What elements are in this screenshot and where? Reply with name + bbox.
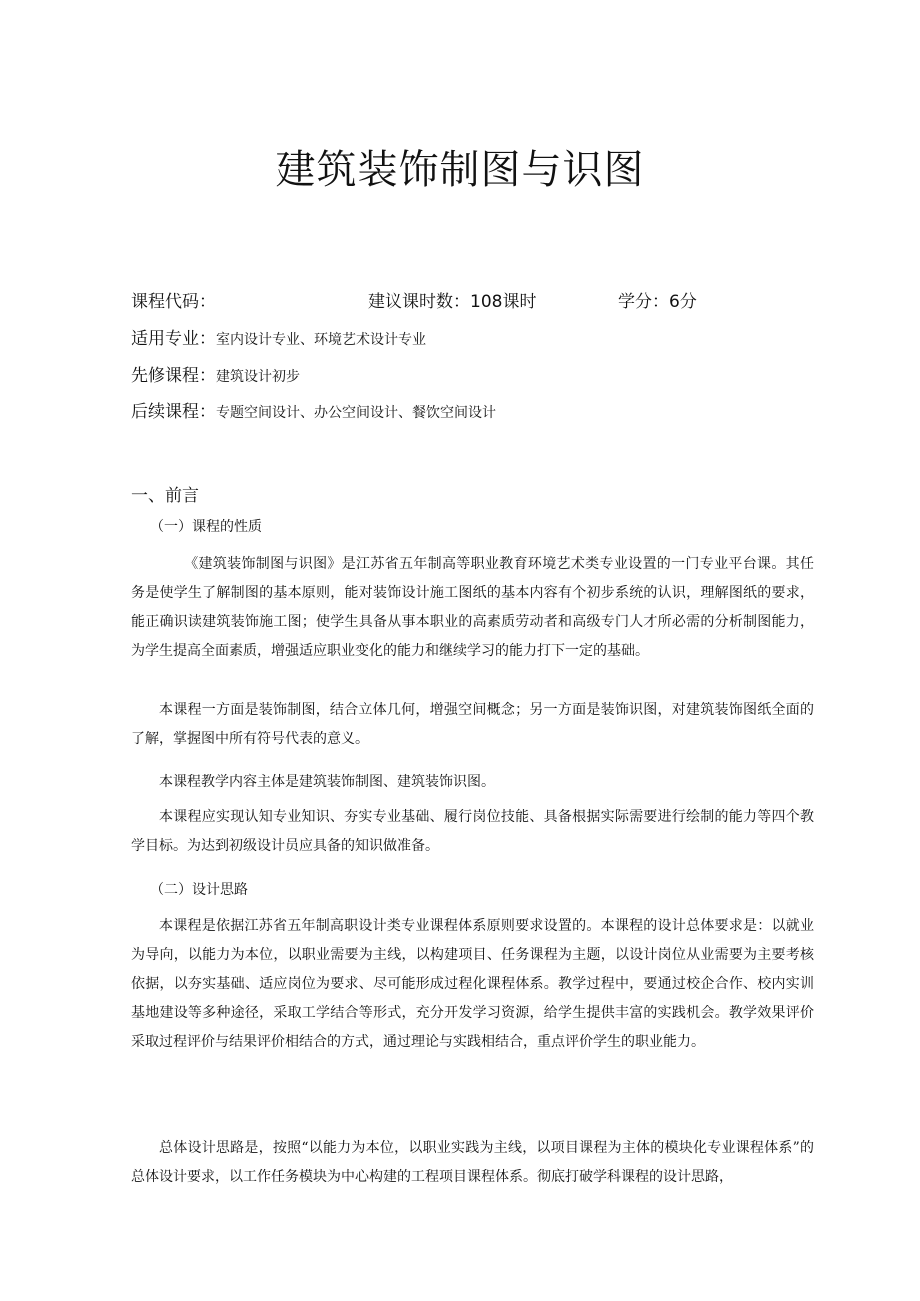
major-value: 室内设计专业、环境艺术设计专业 — [216, 332, 426, 348]
hours-label: 建议课时数：108课时 — [368, 292, 537, 312]
credit-label: 学分：6分 — [618, 292, 697, 312]
meta-row-prereq — [131, 361, 300, 386]
paragraph: 本课程是依据江苏省五年制高职设计类专业课程体系原则要求设置的。本课程的设计总体要求是：以就业为导向，以能力为本位，以职业需要为主线，以构建项目、任务课程为主题，以设计岗位从业需要为主要考核依据，以夯实基础、适应岗位为要求、尽可能形成过程化课程体系。教学过程中，要通过校企合作、校内实训基地建设等多种途径，采取工学结合等形式，充分开发学习资源，给学生提供丰富的实践机会。教学效果评价采取过程评价与结果评价相结合的方式，通过理论与实践相结合，重点评价学生的职业能力。 — [131, 918, 814, 1050]
meta-row-course — [131, 287, 697, 312]
paragraph: 本课程教学内容主体是建筑装饰制图、建筑装饰识图。 — [159, 774, 495, 790]
major-label: 适用专业： — [131, 329, 216, 349]
paragraph: 本课程应实现认知专业知识、夯实专业基础、履行岗位技能、具备根据实际需要进行绘制的能力等四个教学目标。为达到初级设计员应具备的知识做准备。 — [131, 809, 814, 854]
paragraph: 总体设计思路是，按照“以能力为本位，以职业实践为主线，以项目课程为主体的模块化专业课程体系”的总体设计要求，以工作任务模块为中心构建的工程项目课程体系。彻底打破学科课程的设计思路， — [131, 1140, 814, 1185]
course-code-label: 课程代码： — [131, 292, 216, 312]
paragraph: 本课程一方面是装饰制图，结合立体几何，增强空间概念；另一方面是装饰识图，对建筑装饰图纸全面的了解，掌握图中所有符号代表的意义。 — [131, 702, 814, 747]
follow-value: 专题空间设计、办公空间设计、餐饮空间设计 — [216, 405, 496, 421]
paragraph: 《建筑装饰制图与识图》是江苏省五年制高等职业教育环境艺术类专业设置的一门专业平台课。其任务是使学生了解制图的基本原则，能对装饰设计施工图纸的基本内容有个初步系统的认识，理解图纸的要求，能正确识读建筑装饰施工图；使学生具备从事本职业的高素质劳动者和高级专门人才所必需的分析制图能力，为学生提高全面素质，增强适应职业变化的能力和继续学习的能力打下一定的基础。 — [131, 556, 814, 659]
prereq-value: 建筑设计初步 — [216, 369, 300, 385]
meta-row-follow — [131, 397, 496, 422]
prereq-label: 先修课程： — [131, 366, 216, 386]
subsection-heading-nature: （一）课程的性质 — [150, 519, 262, 535]
section-heading: 一、前言 — [131, 486, 199, 506]
page-title: 建筑装饰制图与识图 — [275, 147, 645, 193]
follow-label: 后续课程： — [131, 402, 216, 422]
subsection-heading-design: （二）设计思路 — [150, 882, 248, 898]
meta-row-major — [131, 324, 426, 349]
